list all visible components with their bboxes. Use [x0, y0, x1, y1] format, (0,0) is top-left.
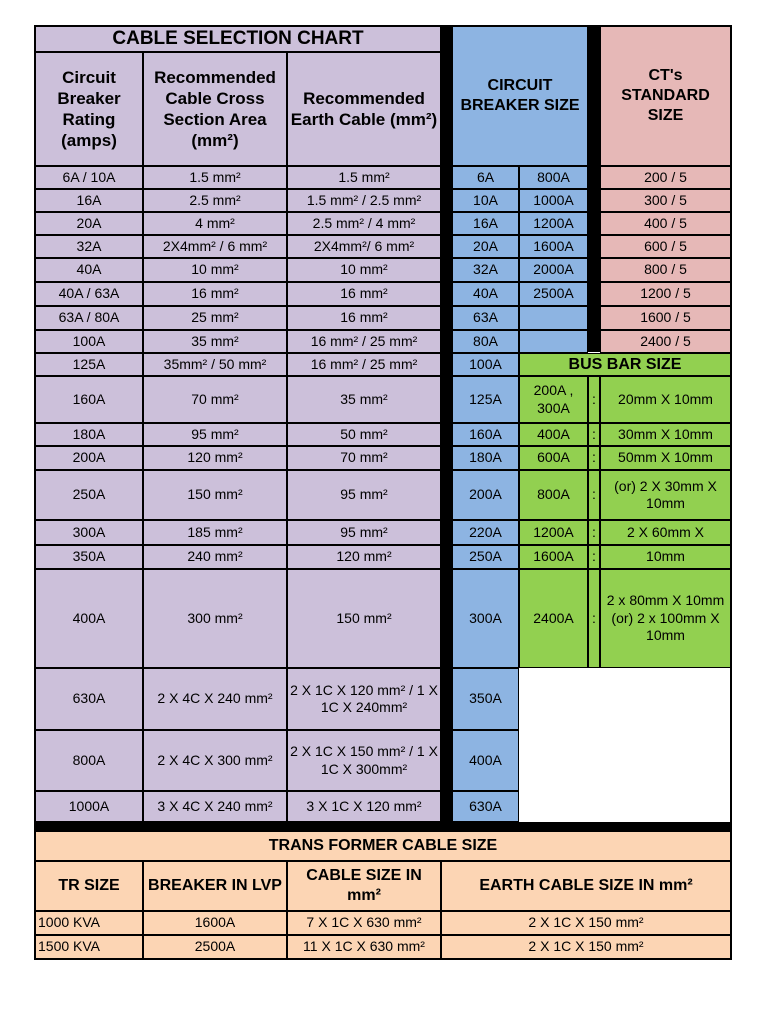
cable-chart-cell: 800A: [35, 730, 143, 791]
breaker-size-cell: 6A: [452, 166, 519, 189]
cable-chart-cell: 150 mm²: [143, 470, 287, 520]
transformer-cell: 2 X 1C X 150 mm²: [441, 935, 731, 959]
bus-bar-separator: :: [588, 376, 600, 423]
cable-chart-cell: 40A / 63A: [35, 282, 143, 306]
bus-bar-rating-cell: 400A: [519, 423, 588, 446]
cable-chart-cell: 3 X 1C X 120 mm²: [287, 791, 441, 822]
circuit-breaker-rating-header: Circuit Breaker Rating (amps): [35, 52, 143, 166]
cable-chart-cell: 32A: [35, 235, 143, 258]
bus-bar-size-cell: 50mm X 10mm: [600, 446, 731, 470]
cable-chart-cell: 1000A: [35, 791, 143, 822]
cable-chart-cell: 6A / 10A: [35, 166, 143, 189]
transformer-cell: 1000 KVA: [35, 911, 143, 935]
breaker-size-cell: 350A: [452, 668, 519, 730]
breaker-size-cell: 125A: [452, 376, 519, 423]
transformer-cell: 7 X 1C X 630 mm²: [287, 911, 441, 935]
column-divider: [441, 26, 452, 822]
column-divider: [588, 26, 600, 352]
cable-chart-cell: 2 X 1C X 150 mm² / 1 X 1C X 300mm²: [287, 730, 441, 791]
bus-bar-size-cell: 2 x 80mm X 10mm (or) 2 x 100mm X 10mm: [600, 569, 731, 668]
cable-chart-cell: 100A: [35, 330, 143, 353]
cable-chart-cell: 250A: [35, 470, 143, 520]
ct-size-cell: 1200 / 5: [600, 282, 731, 306]
breaker-size-cell: 250A: [452, 545, 519, 569]
cable-chart-cell: 120 mm²: [287, 545, 441, 569]
cable-chart-cell: 16 mm² / 25 mm²: [287, 330, 441, 353]
bus-bar-separator: :: [588, 520, 600, 545]
ct-size-cell: 600 / 5: [600, 235, 731, 258]
cable-chart-cell: 1.5 mm²: [287, 166, 441, 189]
bus-bar-separator: :: [588, 545, 600, 569]
bus-bar-size-header: BUS BAR SIZE: [519, 353, 731, 376]
cable-chart-cell: 16A: [35, 189, 143, 212]
breaker-size-cell: [519, 330, 588, 353]
ct-size-cell: 2400 / 5: [600, 330, 731, 353]
breaker-size-cell: [519, 306, 588, 330]
cable-chart-cell: 10 mm²: [287, 258, 441, 282]
ct-size-cell: 300 / 5: [600, 189, 731, 212]
bus-bar-rating-cell: 600A: [519, 446, 588, 470]
cable-chart-cell: 125A: [35, 353, 143, 376]
cable-chart-cell: 95 mm²: [287, 520, 441, 545]
breaker-size-cell: 400A: [452, 730, 519, 791]
cable-chart-cell: 16 mm²: [143, 282, 287, 306]
cable-chart-cell: 16 mm²: [287, 306, 441, 330]
breaker-size-cell: 200A: [452, 470, 519, 520]
bus-bar-size-cell: (or) 2 X 30mm X 10mm: [600, 470, 731, 520]
cable-chart-cell: 16 mm²: [287, 282, 441, 306]
breaker-size-cell: 63A: [452, 306, 519, 330]
transformer-cell: 2 X 1C X 150 mm²: [441, 911, 731, 935]
breaker-size-cell: 80A: [452, 330, 519, 353]
bus-bar-rating-cell: 2400A: [519, 569, 588, 668]
cable-chart-cell: 35 mm²: [287, 376, 441, 423]
cable-chart-cell: 2.5 mm² / 4 mm²: [287, 212, 441, 235]
cable-chart-cell: 2X4mm²/ 6 mm²: [287, 235, 441, 258]
section-divider: [35, 822, 731, 831]
cable-chart-cell: 2 X 4C X 300 mm²: [143, 730, 287, 791]
ct-size-cell: 800 / 5: [600, 258, 731, 282]
breaker-size-cell: 1600A: [519, 235, 588, 258]
ct-size-cell: 1600 / 5: [600, 306, 731, 330]
bus-bar-rating-cell: 200A , 300A: [519, 376, 588, 423]
breaker-size-cell: 180A: [452, 446, 519, 470]
earth-cable-header: Recommended Earth Cable (mm²): [287, 52, 441, 166]
cable-chart-cell: 20A: [35, 212, 143, 235]
cable-chart-cell: 3 X 4C X 240 mm²: [143, 791, 287, 822]
earth-cable-size-header: EARTH CABLE SIZE IN mm²: [441, 861, 731, 911]
bus-bar-rating-cell: 800A: [519, 470, 588, 520]
cable-chart-cell: 70 mm²: [287, 446, 441, 470]
cable-chart-cell: 10 mm²: [143, 258, 287, 282]
cable-chart-cell: 350A: [35, 545, 143, 569]
breaker-size-cell: 160A: [452, 423, 519, 446]
transformer-cell: 1600A: [143, 911, 287, 935]
breaker-size-cell: 10A: [452, 189, 519, 212]
cable-chart-cell: 70 mm²: [143, 376, 287, 423]
cable-chart-cell: 1.5 mm² / 2.5 mm²: [287, 189, 441, 212]
breaker-size-cell: 1200A: [519, 212, 588, 235]
circuit-breaker-size-header: CIRCUIT BREAKER SIZE: [452, 26, 588, 166]
ct-standard-size-header: CT's STANDARD SIZE: [600, 26, 731, 166]
breaker-size-cell: 630A: [452, 791, 519, 822]
tr-size-header: TR SIZE: [35, 861, 143, 911]
cable-chart-cell: 25 mm²: [143, 306, 287, 330]
cable-chart-cell: 150 mm²: [287, 569, 441, 668]
bus-bar-separator: :: [588, 423, 600, 446]
cable-chart-cell: 630A: [35, 668, 143, 730]
cable-chart-cell: 2 X 1C X 120 mm² / 1 X 1C X 240mm²: [287, 668, 441, 730]
cable-chart-cell: 300A: [35, 520, 143, 545]
bus-bar-size-cell: 20mm X 10mm: [600, 376, 731, 423]
cable-chart-cell: 185 mm²: [143, 520, 287, 545]
cable-chart-cell: 1.5 mm²: [143, 166, 287, 189]
cable-chart-cell: 160A: [35, 376, 143, 423]
blank-area: [519, 668, 731, 822]
bus-bar-rating-cell: 1200A: [519, 520, 588, 545]
bus-bar-size-cell: 2 X 60mm X: [600, 520, 731, 545]
transformer-title: TRANS FORMER CABLE SIZE: [35, 831, 731, 861]
cable-cross-section-header: Recommended Cable Cross Section Area (mm²): [143, 52, 287, 166]
transformer-cell: 11 X 1C X 630 mm²: [287, 935, 441, 959]
breaker-size-cell: 40A: [452, 282, 519, 306]
cable-chart-cell: 200A: [35, 446, 143, 470]
breaker-lvp-header: BREAKER IN LVP: [143, 861, 287, 911]
breaker-size-cell: 100A: [452, 353, 519, 376]
cable-chart-cell: 2X4mm² / 6 mm²: [143, 235, 287, 258]
breaker-size-cell: 800A: [519, 166, 588, 189]
bus-bar-separator: :: [588, 470, 600, 520]
ct-size-cell: 400 / 5: [600, 212, 731, 235]
breaker-size-cell: 300A: [452, 569, 519, 668]
cable-chart-cell: 300 mm²: [143, 569, 287, 668]
cable-chart-cell: 40A: [35, 258, 143, 282]
breaker-size-cell: 20A: [452, 235, 519, 258]
bus-bar-size-cell: 30mm X 10mm: [600, 423, 731, 446]
breaker-size-cell: 16A: [452, 212, 519, 235]
breaker-size-cell: 220A: [452, 520, 519, 545]
cable-chart-cell: 95 mm²: [143, 423, 287, 446]
transformer-cell: 1500 KVA: [35, 935, 143, 959]
breaker-size-cell: 32A: [452, 258, 519, 282]
cable-chart-cell: 400A: [35, 569, 143, 668]
cable-chart-cell: 16 mm² / 25 mm²: [287, 353, 441, 376]
cable-chart-cell: 63A / 80A: [35, 306, 143, 330]
bus-bar-separator: :: [588, 446, 600, 470]
breaker-size-cell: 1000A: [519, 189, 588, 212]
cable-chart-cell: 35mm² / 50 mm²: [143, 353, 287, 376]
ct-size-cell: 200 / 5: [600, 166, 731, 189]
cable-size-header: CABLE SIZE IN mm²: [287, 861, 441, 911]
transformer-cell: 2500A: [143, 935, 287, 959]
breaker-size-cell: 2000A: [519, 258, 588, 282]
cable-chart-cell: 95 mm²: [287, 470, 441, 520]
bus-bar-size-cell: 10mm: [600, 545, 731, 569]
cable-chart-cell: 2.5 mm²: [143, 189, 287, 212]
cable-chart-cell: 240 mm²: [143, 545, 287, 569]
bus-bar-rating-cell: 1600A: [519, 545, 588, 569]
cable-chart-cell: 120 mm²: [143, 446, 287, 470]
bus-bar-separator: :: [588, 569, 600, 668]
cable-chart-cell: 2 X 4C X 240 mm²: [143, 668, 287, 730]
cable-chart-cell: 50 mm²: [287, 423, 441, 446]
cable-chart-title: CABLE SELECTION CHART: [35, 26, 441, 52]
breaker-size-cell: 2500A: [519, 282, 588, 306]
cable-chart-cell: 4 mm²: [143, 212, 287, 235]
cable-chart-cell: 35 mm²: [143, 330, 287, 353]
cable-chart-cell: 180A: [35, 423, 143, 446]
